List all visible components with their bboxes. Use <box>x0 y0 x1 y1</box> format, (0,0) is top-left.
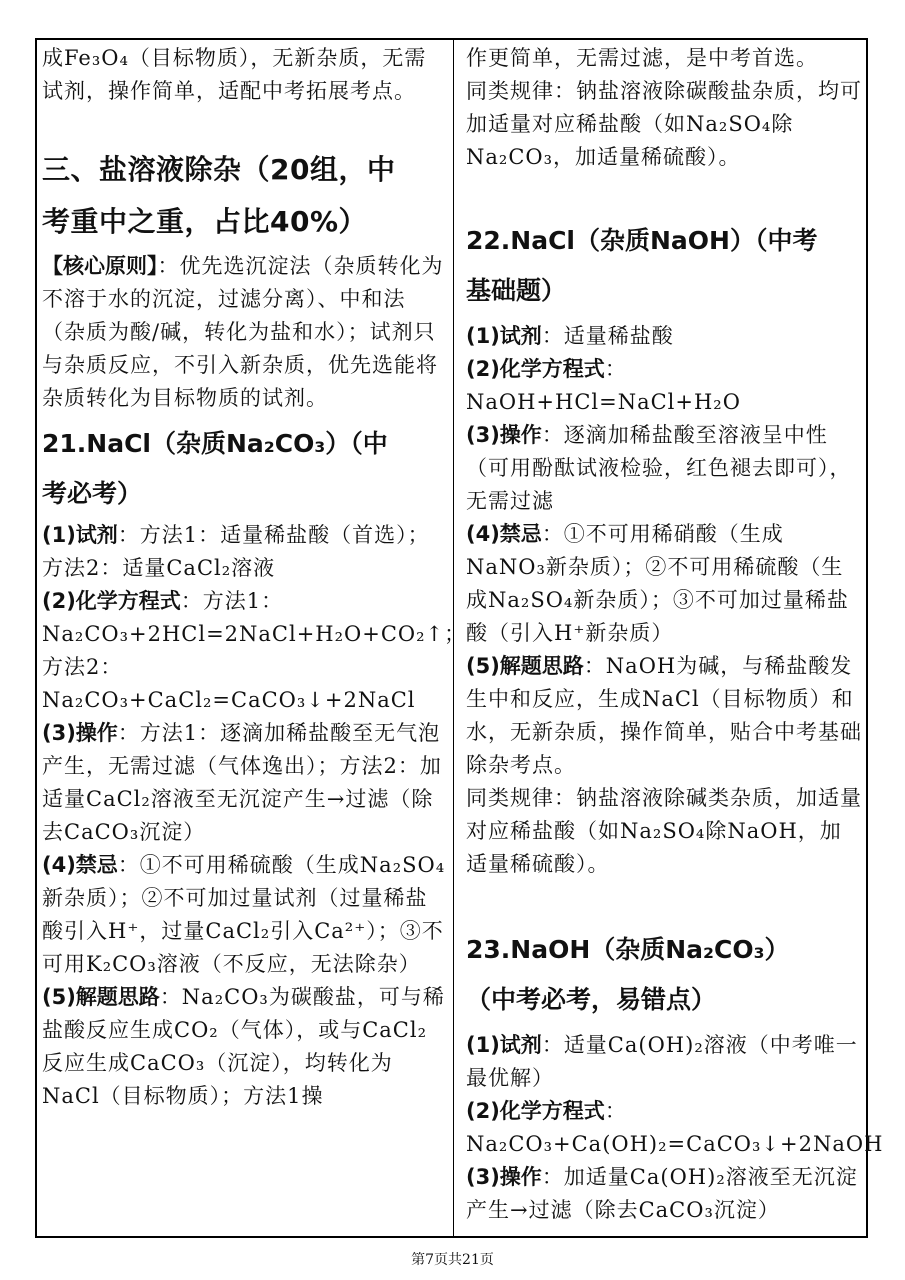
item23-equation-formula: Na₂CO₃+Ca(OH)₂=CaCO₃↓+2NaOH <box>466 1132 884 1156</box>
page-footer: 第7页共21页 <box>411 1252 494 1268</box>
item21-reagent <box>42 519 446 585</box>
item22-reagent-label: (1)试剂 <box>466 324 542 348</box>
item21-taboo <box>42 849 446 981</box>
continued-text: 作更简单，无需过滤，是中考首选。 <box>466 46 818 70</box>
item21-equation-formula: Na₂CO₃+2HCl=2NaCl+H₂O+CO₂↑；方法2：Na₂CO₃+CaCl₂=CaCO₃↓+2NaCl <box>42 622 467 712</box>
item22-operation <box>466 419 862 518</box>
item22-approach-text: ：NaOH为碱，与稀盐酸发生中和反应，生成NaCl（目标物质）和水，无新杂质，操作简单，贴合中考基础除杂考点。 <box>466 654 862 777</box>
left-column <box>42 42 467 1113</box>
item23-operation-text: ：加适量Ca(OH)₂溶液至无沉淀产生→过滤（除去CaCO₃沉淀） <box>466 1165 858 1222</box>
item23-reagent-text: ：适量Ca(OH)₂溶液（中考唯一最优解） <box>466 1033 858 1090</box>
item23-operation <box>466 1161 862 1227</box>
item21-title-line-1: 21.NaCl（杂质Na₂CO₃）（中 <box>42 429 388 458</box>
item22-taboo-text: ：①不可用稀硝酸（生成NaNO₃新杂质）；②不可用稀硫酸（生成Na₂SO₄新杂质）；③不可加过量稀盐酸（引入H⁺新杂质） <box>466 522 849 645</box>
continued-rule: 同类规律：钠盐溶液除碳酸盐杂质，均可加适量对应稀盐酸（如Na₂SO₄除Na₂CO₃，加适量稀硫酸）。 <box>466 79 862 169</box>
item22-approach <box>466 650 862 782</box>
item22-taboo <box>466 518 862 650</box>
principle-paragraph <box>42 250 446 415</box>
item21-approach-text: ：Na₂CO₃为碳酸盐，可与稀盐酸反应生成CO₂（气体），或与CaCl₂反应生成CaCO₃（沉淀），均转化为NaCl（目标物质）；方法1操 <box>42 985 445 1108</box>
item21-approach-label: (5)解题思路 <box>42 985 160 1009</box>
item21-taboo-label: (4)禁忌 <box>42 853 118 877</box>
item21-approach <box>42 981 446 1113</box>
item21-reagent-text: ：方法1：适量稀盐酸（首选）；方法2：适量CaCl₂溶液 <box>42 523 430 580</box>
item21-equation-label: (2)化学方程式 <box>42 589 181 613</box>
item22-operation-label: (3)操作 <box>466 423 542 447</box>
item22-reagent-text: ：适量稀盐酸 <box>541 324 674 348</box>
item23-title-line-2: （中考必考，易错点） <box>466 985 717 1014</box>
item21-operation-text: ：方法1：逐滴加稀盐酸至无气泡产生，无需过滤（气体逸出）；方法2：加适量CaCl₂溶液至无沉淀产生→过滤（除去CaCO₃沉淀） <box>42 721 442 844</box>
item22-title-line-2: 基础题） <box>466 276 567 305</box>
item23-reagent <box>466 1029 862 1095</box>
item22-taboo-label: (4)禁忌 <box>466 522 542 546</box>
principle-text: ：优先选沉淀法（杂质转化为不溶于水的沉淀，过滤分离）、中和法（杂质为酸/碱，转化为盐和水）；试剂只与杂质反应，不引入新杂质，优先选能将杂质转化为目标物质的试剂。 <box>42 254 444 410</box>
item21-reagent-label: (1)试剂 <box>42 523 118 547</box>
item23-reagent-label: (1)试剂 <box>466 1033 542 1057</box>
principle-label: 【核心原则】 <box>42 254 158 278</box>
item21-operation <box>42 717 446 849</box>
item23-operation-label: (3)操作 <box>466 1165 542 1189</box>
item22-title-line-1: 22.NaCl（杂质NaOH）（中考 <box>466 226 818 255</box>
item22-equation-text: ：NaOH+HCl=NaCl+H₂O <box>466 357 741 414</box>
section-title-line-2: 考重中之重，占比40%） <box>42 205 368 238</box>
item22-approach-label: (5)解题思路 <box>466 654 584 678</box>
item23-equation-label: (2)化学方程式 <box>466 1099 605 1123</box>
item21-operation-label: (3)操作 <box>42 721 118 745</box>
item22-equation <box>466 353 862 419</box>
item22-equation-label: (2)化学方程式 <box>466 357 605 381</box>
item23-title-line-1: 23.NaOH（杂质Na₂CO₃） <box>466 935 790 964</box>
item23-equation <box>466 1095 884 1161</box>
item21-equation-text: ：方法1： <box>180 589 284 613</box>
item21-title-line-2: 考必考） <box>42 479 143 508</box>
item23-equation-text: ： <box>604 1099 627 1123</box>
right-column <box>466 42 884 1227</box>
item22-operation-text: ：逐滴加稀盐酸至溶液呈中性（可用酚酞试液检验，红色褪去即可），无需过滤 <box>466 423 852 513</box>
section-title-line-1: 三、盐溶液除杂（20组，中 <box>42 153 396 186</box>
intro-paragraph: 成Fe₃O₄（目标物质），无新杂质，无需试剂，操作简单，适配中考拓展考点。 <box>42 46 427 103</box>
item22-reagent <box>466 320 862 353</box>
item22-rule: 同类规律：钠盐溶液除碱类杂质，加适量对应稀盐酸（如Na₂SO₄除NaOH，加适量稀硫酸）。 <box>466 786 862 876</box>
item21-equation <box>42 585 467 717</box>
item21-taboo-text: ：①不可用稀硫酸（生成Na₂SO₄新杂质）；②不可加过量试剂（过量稀盐酸引入H⁺，过量CaCl₂引入Ca²⁺）；③不可用K₂CO₃溶液（不反应，无法除杂） <box>42 853 446 976</box>
